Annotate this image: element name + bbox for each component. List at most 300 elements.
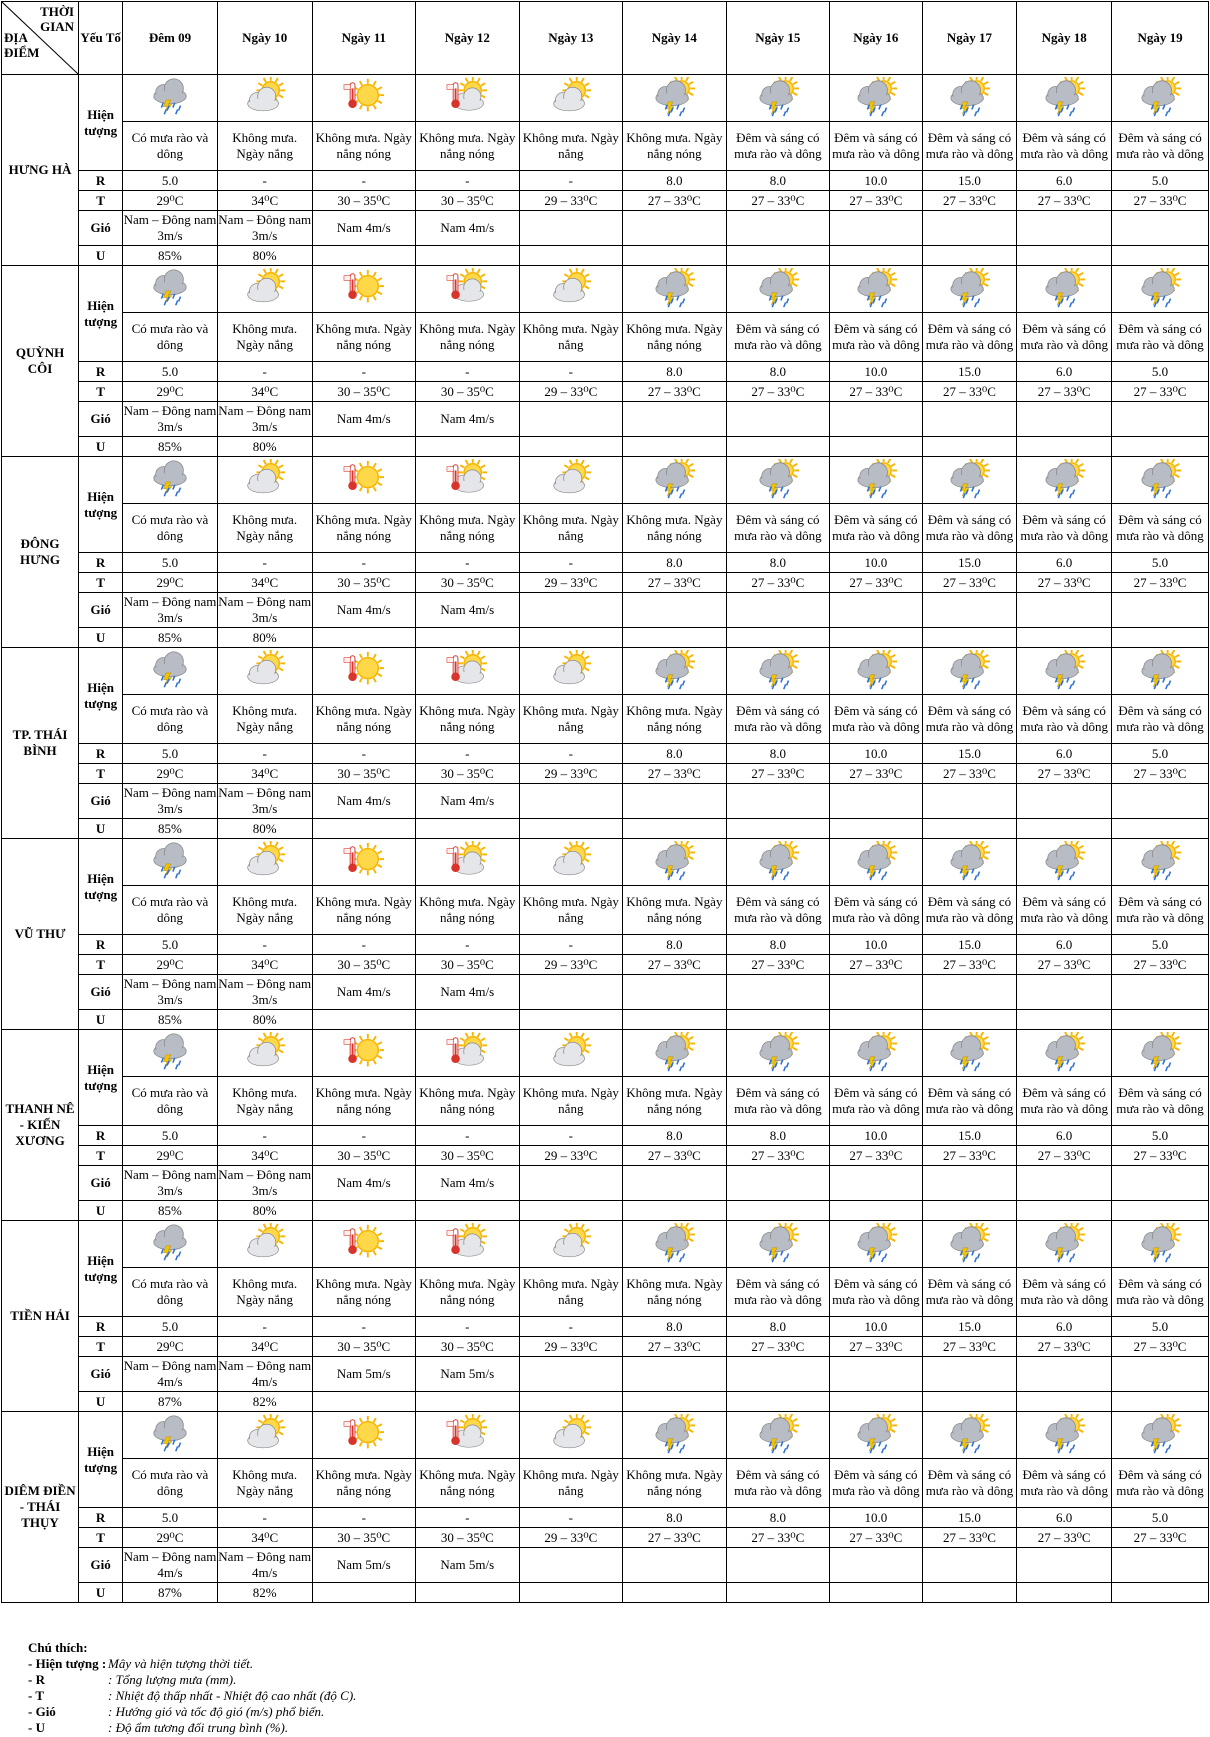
cell-desc: Đêm và sáng có mưa rào và dông: [830, 1268, 923, 1317]
cell-wind: [1112, 1357, 1209, 1392]
label-r: R: [79, 362, 123, 382]
cell-r: 5.0: [123, 935, 218, 955]
cell-desc: Đêm và sáng có mưa rào và dông: [922, 1077, 1017, 1126]
cell-t: 29⁰C: [123, 1146, 218, 1166]
cell-r: -: [312, 362, 416, 382]
cell-wind: [922, 1548, 1017, 1583]
cell-r: -: [519, 171, 623, 191]
row-r: [2, 1317, 1209, 1337]
cell-u: 85%: [123, 1201, 218, 1221]
cell-u: 80%: [217, 819, 312, 839]
forecast-table: [1, 1, 1209, 1603]
cell-r: 8.0: [726, 553, 830, 573]
cell-t: 27 – 33⁰C: [922, 1528, 1017, 1548]
sun-thunderstorm-icon: [1017, 1030, 1112, 1077]
cell-r: -: [312, 171, 416, 191]
day-header: Đêm 09: [123, 2, 218, 75]
cell-r: 10.0: [830, 1508, 923, 1528]
note-line: [28, 1720, 356, 1736]
cell-u: [922, 1583, 1017, 1603]
cell-u: [830, 1010, 923, 1030]
cell-r: 8.0: [726, 1126, 830, 1146]
row-t: [2, 191, 1209, 211]
label-phenomenon: Hiện tượng: [79, 457, 123, 553]
cell-r: 15.0: [922, 1508, 1017, 1528]
sun-behind-cloud-icon: [217, 266, 312, 313]
cell-t: 30 – 35⁰C: [416, 573, 520, 593]
cell-wind: [1017, 402, 1112, 437]
row-r: [2, 362, 1209, 382]
cell-t: 27 – 33⁰C: [922, 955, 1017, 975]
cell-r: 5.0: [1112, 1317, 1209, 1337]
cell-t: 27 – 33⁰C: [1112, 191, 1209, 211]
cell-u: 80%: [217, 628, 312, 648]
cell-u: [726, 246, 830, 266]
cell-r: 8.0: [623, 171, 727, 191]
label-wind: Gió: [79, 1548, 123, 1583]
row-r: [2, 1126, 1209, 1146]
hot-thermometer-cloud-icon: [416, 1030, 520, 1077]
row-icons: [2, 266, 1209, 313]
sun-thunderstorm-icon: [1017, 75, 1112, 122]
sun-thunderstorm-icon: [830, 648, 923, 695]
cell-u: [726, 819, 830, 839]
day-header: Ngày 10: [217, 2, 312, 75]
cell-desc: Đêm và sáng có mưa rào và dông: [1112, 886, 1209, 935]
row-icons: [2, 457, 1209, 504]
cell-u: [312, 1201, 416, 1221]
cell-t: 34⁰C: [217, 573, 312, 593]
cell-desc: Không mưa. Ngày nắng nóng: [623, 313, 727, 362]
cell-wind: Nam – Đông nam 3m/s: [217, 593, 312, 628]
cell-u: [416, 1010, 520, 1030]
cloud-rain-thunder-icon: [123, 648, 218, 695]
label-r: R: [79, 171, 123, 191]
cell-u: [726, 1201, 830, 1221]
cell-desc: Không mưa. Ngày nắng: [519, 886, 623, 935]
cell-wind: [1017, 1548, 1112, 1583]
cell-r: -: [416, 744, 520, 764]
sun-thunderstorm-icon: [623, 1030, 727, 1077]
cell-wind: [1017, 975, 1112, 1010]
cell-desc: Đêm và sáng có mưa rào và dông: [830, 1459, 923, 1508]
cell-r: 5.0: [123, 1126, 218, 1146]
header-row: [2, 2, 1209, 75]
cell-desc: Không mưa. Ngày nắng nóng: [416, 1459, 520, 1508]
cell-wind: [922, 1357, 1017, 1392]
cell-r: 6.0: [1017, 1317, 1112, 1337]
cell-desc: Không mưa. Ngày nắng nóng: [416, 313, 520, 362]
cell-r: 8.0: [623, 553, 727, 573]
cell-wind: [830, 1357, 923, 1392]
cell-desc: Đêm và sáng có mưa rào và dông: [1112, 122, 1209, 171]
cell-t: 27 – 33⁰C: [726, 573, 830, 593]
hot-thermometer-cloud-icon: [416, 457, 520, 504]
cell-t: 27 – 33⁰C: [830, 1146, 923, 1166]
cell-r: 10.0: [830, 362, 923, 382]
cell-u: [1112, 246, 1209, 266]
cell-desc: Không mưa. Ngày nắng nóng: [623, 122, 727, 171]
cell-t: 27 – 33⁰C: [623, 1146, 727, 1166]
cell-wind: [922, 1166, 1017, 1201]
label-r: R: [79, 1317, 123, 1337]
cell-r: 15.0: [922, 553, 1017, 573]
hot-thermometer-cloud-icon: [416, 75, 520, 122]
cell-u: [519, 628, 623, 648]
cell-t: 34⁰C: [217, 1528, 312, 1548]
sun-thunderstorm-icon: [830, 1221, 923, 1268]
cell-t: 27 – 33⁰C: [623, 1337, 727, 1357]
cell-u: [519, 819, 623, 839]
day-header: Ngày 15: [726, 2, 830, 75]
sun-thunderstorm-icon: [830, 266, 923, 313]
sun-behind-cloud-icon: [217, 1030, 312, 1077]
cell-desc: Không mưa. Ngày nắng: [217, 1268, 312, 1317]
sun-thunderstorm-icon: [1017, 266, 1112, 313]
note-key: - U: [28, 1720, 45, 1735]
sun-thunderstorm-icon: [1017, 839, 1112, 886]
label-wind: Gió: [79, 402, 123, 437]
cell-u: [1017, 1392, 1112, 1412]
cell-desc: Không mưa. Ngày nắng nóng: [312, 695, 416, 744]
cell-desc: Không mưa. Ngày nắng: [519, 1459, 623, 1508]
cell-u: [1112, 1583, 1209, 1603]
cell-t: 30 – 35⁰C: [416, 1528, 520, 1548]
label-r: R: [79, 553, 123, 573]
cell-t: 27 – 33⁰C: [726, 191, 830, 211]
cell-desc: Đêm và sáng có mưa rào và dông: [1112, 313, 1209, 362]
cell-u: [519, 437, 623, 457]
hot-thermometer-cloud-icon: [416, 1221, 520, 1268]
row-icons: [2, 1221, 1209, 1268]
sun-behind-cloud-icon: [519, 1412, 623, 1459]
cell-wind: Nam – Đông nam 3m/s: [217, 211, 312, 246]
cell-r: 8.0: [726, 744, 830, 764]
cell-r: -: [416, 1508, 520, 1528]
cell-r: -: [519, 362, 623, 382]
cell-desc: Đêm và sáng có mưa rào và dông: [1112, 1268, 1209, 1317]
row-icons: [2, 1030, 1209, 1077]
cell-t: 29 – 33⁰C: [519, 955, 623, 975]
cell-t: 34⁰C: [217, 191, 312, 211]
note-line: [28, 1656, 356, 1672]
note-key: - T: [28, 1688, 45, 1703]
cell-desc: Có mưa rào và dông: [123, 1268, 218, 1317]
cell-desc: Không mưa. Ngày nắng: [519, 1077, 623, 1126]
cell-desc: Không mưa. Ngày nắng: [217, 504, 312, 553]
cell-desc: Đêm và sáng có mưa rào và dông: [1017, 1077, 1112, 1126]
cell-wind: [1112, 402, 1209, 437]
cell-u: [726, 1392, 830, 1412]
cell-wind: Nam – Đông nam 3m/s: [217, 1166, 312, 1201]
cell-t: 30 – 35⁰C: [312, 382, 416, 402]
cell-u: 85%: [123, 437, 218, 457]
cell-wind: Nam 4m/s: [416, 1166, 520, 1201]
cell-wind: [830, 1166, 923, 1201]
cell-r: -: [416, 1317, 520, 1337]
cell-u: [1017, 1010, 1112, 1030]
cell-r: -: [217, 935, 312, 955]
cell-desc: Đêm và sáng có mưa rào và dông: [922, 504, 1017, 553]
cell-r: 8.0: [726, 1508, 830, 1528]
cell-t: 27 – 33⁰C: [623, 191, 727, 211]
cell-t: 30 – 35⁰C: [312, 191, 416, 211]
sun-behind-cloud-icon: [519, 839, 623, 886]
cell-t: 30 – 35⁰C: [312, 764, 416, 784]
cell-u: [830, 437, 923, 457]
cell-wind: Nam 4m/s: [416, 784, 520, 819]
label-t: T: [79, 573, 123, 593]
cell-u: [1112, 437, 1209, 457]
label-phenomenon: Hiện tượng: [79, 1030, 123, 1126]
cell-u: [922, 437, 1017, 457]
cell-u: [1112, 819, 1209, 839]
cell-u: [623, 819, 727, 839]
row-u: [2, 1392, 1209, 1412]
cell-desc: Có mưa rào và dông: [123, 122, 218, 171]
cell-wind: Nam 4m/s: [312, 211, 416, 246]
cell-t: 27 – 33⁰C: [1112, 1528, 1209, 1548]
note-value: Mây và hiện tượng thời tiết.: [108, 1656, 254, 1671]
cell-desc: Đêm và sáng có mưa rào và dông: [1112, 504, 1209, 553]
hot-sun-thermometer-icon: [312, 1030, 416, 1077]
cell-desc: Đêm và sáng có mưa rào và dông: [1017, 122, 1112, 171]
cell-r: 15.0: [922, 1317, 1017, 1337]
cell-wind: [830, 975, 923, 1010]
label-wind: Gió: [79, 211, 123, 246]
hot-sun-thermometer-icon: [312, 1221, 416, 1268]
cell-wind: [922, 211, 1017, 246]
cell-t: 27 – 33⁰C: [922, 764, 1017, 784]
cell-desc: Không mưa. Ngày nắng: [217, 886, 312, 935]
cell-desc: Đêm và sáng có mưa rào và dông: [830, 122, 923, 171]
cell-desc: Đêm và sáng có mưa rào và dông: [922, 313, 1017, 362]
cell-wind: [830, 784, 923, 819]
cell-t: 29⁰C: [123, 191, 218, 211]
cell-wind: [623, 975, 727, 1010]
cell-wind: [519, 1548, 623, 1583]
cell-u: [922, 246, 1017, 266]
cell-u: [312, 1010, 416, 1030]
hot-sun-thermometer-icon: [312, 839, 416, 886]
cell-r: -: [312, 1126, 416, 1146]
cell-t: 27 – 33⁰C: [830, 955, 923, 975]
row-r: [2, 171, 1209, 191]
cell-u: [312, 1583, 416, 1603]
sun-thunderstorm-icon: [1017, 457, 1112, 504]
cloud-rain-thunder-icon: [123, 1221, 218, 1268]
cell-u: [830, 819, 923, 839]
cell-t: 30 – 35⁰C: [312, 1528, 416, 1548]
cell-u: [1112, 1010, 1209, 1030]
sun-thunderstorm-icon: [830, 1030, 923, 1077]
cell-r: 6.0: [1017, 935, 1112, 955]
sun-thunderstorm-icon: [623, 1412, 727, 1459]
cell-wind: [623, 1357, 727, 1392]
note-value: : Hướng gió và tốc độ gió (m/s) phổ biến.: [108, 1704, 325, 1719]
cloud-rain-thunder-icon: [123, 457, 218, 504]
cell-wind: Nam 4m/s: [312, 593, 416, 628]
cell-r: -: [519, 1126, 623, 1146]
day-header: Ngày 16: [830, 2, 923, 75]
cell-u: 87%: [123, 1392, 218, 1412]
sun-thunderstorm-icon: [623, 75, 727, 122]
cell-wind: [726, 1357, 830, 1392]
sun-behind-cloud-icon: [217, 1221, 312, 1268]
cell-wind: [1112, 784, 1209, 819]
cell-desc: Không mưa. Ngày nắng nóng: [312, 1268, 416, 1317]
row-icons: [2, 839, 1209, 886]
sun-thunderstorm-icon: [726, 457, 830, 504]
cell-r: -: [312, 935, 416, 955]
cell-r: 6.0: [1017, 1508, 1112, 1528]
notes-title: Chú thích:: [28, 1640, 88, 1655]
cell-u: [623, 437, 727, 457]
row-u: [2, 1010, 1209, 1030]
cell-desc: Không mưa. Ngày nắng nóng: [416, 1077, 520, 1126]
hot-sun-thermometer-icon: [312, 266, 416, 313]
cell-desc: Đêm và sáng có mưa rào và dông: [922, 886, 1017, 935]
cell-t: 30 – 35⁰C: [416, 955, 520, 975]
element-header: Yếu Tố: [79, 2, 123, 75]
cell-desc: Đêm và sáng có mưa rào và dông: [1112, 1077, 1209, 1126]
cell-r: 15.0: [922, 935, 1017, 955]
cell-t: 27 – 33⁰C: [830, 382, 923, 402]
label-t: T: [79, 764, 123, 784]
note-value: : Độ ẩm tương đối trung bình (%).: [108, 1720, 289, 1735]
sun-thunderstorm-icon: [922, 1412, 1017, 1459]
cell-u: [830, 628, 923, 648]
cell-wind: Nam 4m/s: [312, 1166, 416, 1201]
cloud-rain-thunder-icon: [123, 75, 218, 122]
row-t: [2, 955, 1209, 975]
cell-t: 27 – 33⁰C: [623, 382, 727, 402]
note-key: - R: [28, 1672, 45, 1687]
cell-u: [1112, 1392, 1209, 1412]
cell-r: 6.0: [1017, 553, 1112, 573]
hot-sun-thermometer-icon: [312, 648, 416, 695]
sun-thunderstorm-icon: [623, 1221, 727, 1268]
cell-desc: Không mưa. Ngày nắng nóng: [623, 695, 727, 744]
cell-t: 29⁰C: [123, 955, 218, 975]
location-name: HƯNG HÀ: [2, 75, 79, 266]
row-r: [2, 1508, 1209, 1528]
label-phenomenon: Hiện tượng: [79, 1221, 123, 1317]
sun-thunderstorm-icon: [922, 839, 1017, 886]
cell-wind: Nam 4m/s: [416, 402, 520, 437]
cell-u: [519, 1392, 623, 1412]
label-wind: Gió: [79, 593, 123, 628]
sun-thunderstorm-icon: [830, 457, 923, 504]
sun-thunderstorm-icon: [726, 839, 830, 886]
cell-u: [519, 1201, 623, 1221]
label-t: T: [79, 1528, 123, 1548]
cell-u: [519, 1010, 623, 1030]
row-wind: [2, 1166, 1209, 1201]
cell-wind: Nam 4m/s: [312, 975, 416, 1010]
cell-wind: [1112, 975, 1209, 1010]
cell-r: 5.0: [1112, 935, 1209, 955]
cell-desc: Không mưa. Ngày nắng nóng: [312, 313, 416, 362]
cell-t: 27 – 33⁰C: [1112, 382, 1209, 402]
cell-desc: Đêm và sáng có mưa rào và dông: [1017, 886, 1112, 935]
row-desc: [2, 504, 1209, 553]
cell-t: 34⁰C: [217, 764, 312, 784]
cell-desc: Đêm và sáng có mưa rào và dông: [922, 1459, 1017, 1508]
sun-thunderstorm-icon: [922, 1030, 1017, 1077]
cell-u: [1017, 819, 1112, 839]
cell-desc: Đêm và sáng có mưa rào và dông: [726, 1077, 830, 1126]
cell-t: 27 – 33⁰C: [1017, 382, 1112, 402]
label-t: T: [79, 1146, 123, 1166]
cell-r: -: [217, 553, 312, 573]
cell-desc: Đêm và sáng có mưa rào và dông: [1112, 695, 1209, 744]
cell-r: -: [312, 1508, 416, 1528]
cell-r: -: [217, 1317, 312, 1337]
cell-wind: [830, 402, 923, 437]
cell-t: 30 – 35⁰C: [416, 1146, 520, 1166]
cell-u: [1017, 1201, 1112, 1221]
note-line: [28, 1704, 356, 1720]
cell-desc: Đêm và sáng có mưa rào và dông: [726, 695, 830, 744]
cell-r: -: [217, 171, 312, 191]
cell-t: 30 – 35⁰C: [312, 573, 416, 593]
cell-u: [830, 1583, 923, 1603]
sun-behind-cloud-icon: [519, 75, 623, 122]
cell-desc: Đêm và sáng có mưa rào và dông: [922, 1268, 1017, 1317]
sun-thunderstorm-icon: [922, 1221, 1017, 1268]
cell-desc: Đêm và sáng có mưa rào và dông: [726, 1459, 830, 1508]
sun-thunderstorm-icon: [1017, 1221, 1112, 1268]
cloud-rain-thunder-icon: [123, 839, 218, 886]
cell-r: 10.0: [830, 171, 923, 191]
hot-thermometer-cloud-icon: [416, 1412, 520, 1459]
cell-u: [922, 1010, 1017, 1030]
cell-wind: [726, 784, 830, 819]
cell-desc: Không mưa. Ngày nắng: [217, 1459, 312, 1508]
location-name: TIỀN HẢI: [2, 1221, 79, 1412]
sun-thunderstorm-icon: [1112, 1412, 1209, 1459]
label-r: R: [79, 744, 123, 764]
cell-t: 29⁰C: [123, 382, 218, 402]
cell-r: -: [519, 1508, 623, 1528]
label-u: U: [79, 246, 123, 266]
cell-wind: Nam 4m/s: [416, 211, 520, 246]
row-u: [2, 437, 1209, 457]
cell-u: [1017, 628, 1112, 648]
sun-thunderstorm-icon: [922, 457, 1017, 504]
cell-u: 80%: [217, 437, 312, 457]
cell-r: 6.0: [1017, 362, 1112, 382]
cell-u: 80%: [217, 246, 312, 266]
cell-desc: Có mưa rào và dông: [123, 695, 218, 744]
cell-desc: Không mưa. Ngày nắng nóng: [416, 122, 520, 171]
cell-desc: Không mưa. Ngày nắng nóng: [623, 1459, 727, 1508]
cell-desc: Có mưa rào và dông: [123, 1459, 218, 1508]
cell-t: 27 – 33⁰C: [922, 191, 1017, 211]
cell-u: [922, 819, 1017, 839]
cell-u: [1112, 628, 1209, 648]
sun-thunderstorm-icon: [922, 266, 1017, 313]
row-icons: [2, 1412, 1209, 1459]
cell-wind: [1017, 211, 1112, 246]
cell-u: [922, 628, 1017, 648]
cell-wind: [1017, 593, 1112, 628]
legend-notes: [28, 1640, 356, 1736]
cell-r: -: [519, 1317, 623, 1337]
row-desc: [2, 313, 1209, 362]
cell-r: 6.0: [1017, 171, 1112, 191]
